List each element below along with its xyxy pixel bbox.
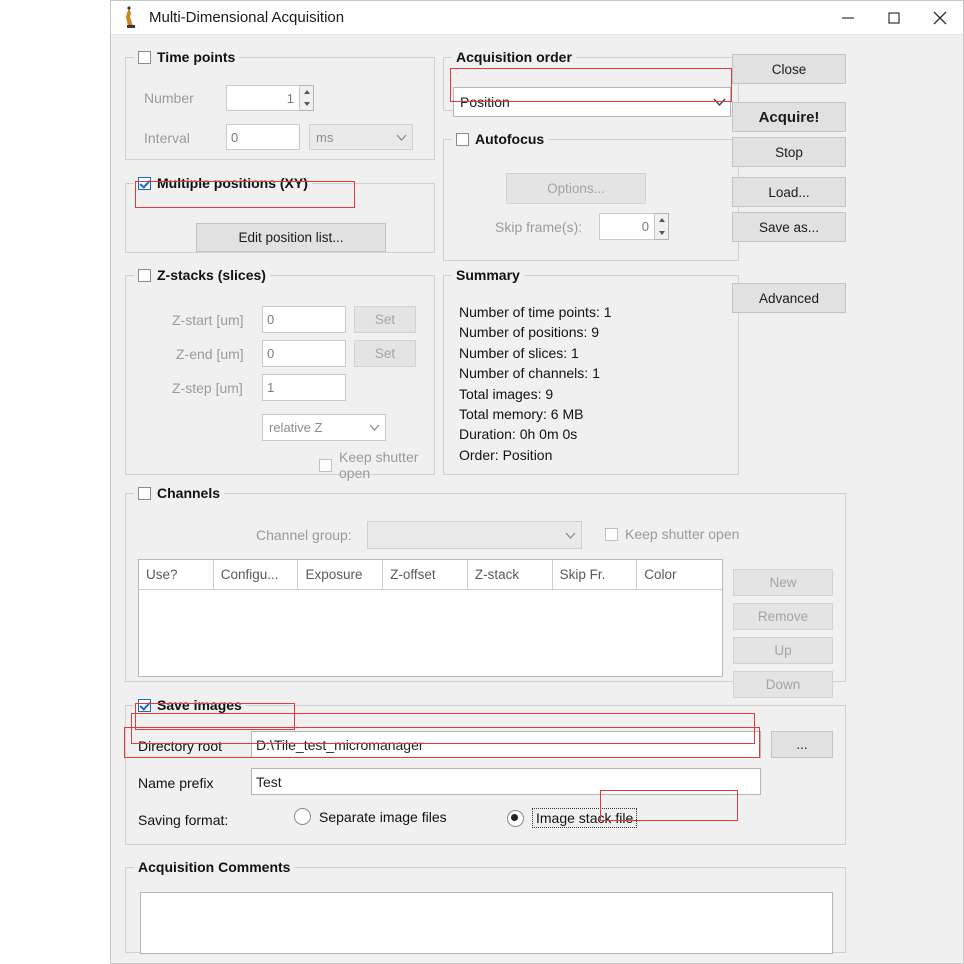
summary-line: Order: Position <box>459 446 553 463</box>
acquisition-order-value: Position <box>460 94 510 110</box>
acquisition-order-legend <box>452 49 576 66</box>
interval-label: Interval <box>144 130 190 146</box>
channels-label: Channels <box>157 485 221 501</box>
browse-directory-button[interactable]: ... <box>771 731 833 758</box>
name-prefix-label: Name prefix <box>138 775 214 791</box>
autofocus-group <box>443 131 739 261</box>
z-step-input[interactable]: 1 <box>262 374 346 401</box>
z-end-set-button[interactable]: Set <box>354 340 416 367</box>
column-z-offset: Z-offset <box>383 560 468 590</box>
multi-dimensional-acquisition-window <box>110 0 964 964</box>
chevron-down-icon <box>363 424 385 431</box>
advanced-button[interactable]: Advanced <box>732 283 846 313</box>
z-end-label: Z-end [um] <box>176 346 244 362</box>
channels-checkbox[interactable] <box>138 487 151 500</box>
column-use: Use? <box>139 560 214 590</box>
summary-line: Number of slices: 1 <box>459 344 579 361</box>
save-images-legend <box>134 697 246 713</box>
save-images-group <box>125 697 846 845</box>
channel-group-label: Channel group: <box>256 527 352 543</box>
channel-down-button[interactable]: Down <box>733 671 833 698</box>
separate-image-files-label: Separate image files <box>319 808 447 825</box>
interval-input[interactable]: 0 <box>226 124 300 150</box>
skip-frames-label: Skip frame(s): <box>495 219 583 235</box>
summary-line: Total memory: 6 MB <box>459 406 584 423</box>
z-stacks-label: Z-stacks (slices) <box>157 267 266 283</box>
channels-legend <box>134 485 224 501</box>
multiple-positions-group <box>125 175 435 253</box>
z-stacks-group <box>125 267 435 481</box>
acquisition-comments-label: Acquisition Comments <box>138 859 291 875</box>
z-stacks-checkbox[interactable] <box>138 269 151 282</box>
column-color: Color <box>637 560 722 590</box>
acquisition-comments-legend <box>134 859 294 876</box>
z-step-label: Z-step [um] <box>172 380 243 396</box>
channel-group-combo[interactable] <box>367 521 582 549</box>
z-start-set-button[interactable]: Set <box>354 306 416 333</box>
acquisition-comments-textarea[interactable] <box>140 892 833 954</box>
time-points-checkbox[interactable] <box>138 51 151 64</box>
image-stack-file-label: Image stack file <box>532 808 637 828</box>
separate-image-files-radio-row[interactable] <box>294 808 447 825</box>
skip-frames-spinner[interactable] <box>655 213 669 240</box>
time-points-label: Time points <box>157 49 236 65</box>
image-stack-file-radio[interactable] <box>507 810 524 827</box>
summary-lines <box>459 302 612 465</box>
app-icon <box>117 5 143 31</box>
summary-line: Number of time points: 1 <box>459 304 612 320</box>
summary-legend <box>452 267 524 284</box>
summary-line: Total images: 9 <box>459 385 554 402</box>
autofocus-checkbox[interactable] <box>456 133 469 146</box>
save-images-label: Save images <box>157 697 242 713</box>
autofocus-legend <box>452 131 548 147</box>
window-title: Multi-Dimensional Acquisition <box>149 9 345 26</box>
summary-line: Duration: 0h 0m 0s <box>459 426 578 443</box>
autofocus-label: Autofocus <box>475 131 545 147</box>
z-keep-shutter-open-label: Keep shutter open <box>339 449 419 481</box>
z-start-label: Z-start [um] <box>172 312 244 328</box>
autofocus-options-button[interactable]: Options... <box>506 173 646 204</box>
close-icon[interactable] <box>917 1 963 34</box>
acquire-button[interactable]: Acquire! <box>732 102 846 132</box>
multiple-positions-legend <box>134 175 312 191</box>
acquisition-order-combo[interactable] <box>453 87 731 117</box>
channel-remove-button[interactable]: Remove <box>733 603 833 630</box>
column-skip-fr: Skip Fr. <box>553 560 638 590</box>
saving-format-label: Saving format: <box>138 812 229 828</box>
acquisition-order-label: Acquisition order <box>456 49 572 65</box>
minimize-icon[interactable] <box>825 1 871 34</box>
channels-table[interactable] <box>138 559 723 677</box>
time-points-group <box>125 49 435 160</box>
summary-group <box>443 267 739 475</box>
summary-label: Summary <box>456 267 520 283</box>
number-spinner[interactable] <box>300 85 314 111</box>
interval-units-value: ms <box>316 129 334 145</box>
multiple-positions-checkbox[interactable] <box>138 177 151 190</box>
chevron-down-icon <box>559 532 581 539</box>
time-points-legend <box>134 49 239 65</box>
maximize-icon[interactable] <box>871 1 917 34</box>
acquisition-order-group <box>443 49 739 111</box>
close-button[interactable]: Close <box>732 54 846 84</box>
image-stack-file-radio-row[interactable] <box>507 808 637 828</box>
z-stacks-legend <box>134 267 270 283</box>
title-bar <box>111 1 963 35</box>
interval-units-combo[interactable] <box>309 124 413 150</box>
chevron-down-icon <box>708 98 730 106</box>
acquisition-comments-group <box>125 859 846 953</box>
number-input[interactable]: 1 <box>226 85 300 111</box>
channel-new-button[interactable]: New <box>733 569 833 596</box>
channels-group <box>125 485 846 692</box>
stop-button[interactable]: Stop <box>732 137 846 167</box>
number-label: Number <box>144 90 194 106</box>
summary-line: Number of positions: 9 <box>459 324 600 341</box>
summary-line: Number of channels: 1 <box>459 365 600 382</box>
directory-root-input[interactable]: D:\Tile_test_micromanager <box>251 731 761 758</box>
save-as-button[interactable]: Save as... <box>732 212 846 242</box>
dialog-body <box>111 35 963 963</box>
name-prefix-input[interactable]: Test <box>251 768 761 795</box>
z-mode-combo[interactable] <box>262 414 386 441</box>
directory-root-label: Directory root <box>138 738 223 754</box>
skip-frames-input[interactable]: 0 <box>599 213 655 240</box>
z-keep-shutter-open-checkbox[interactable] <box>319 459 332 472</box>
separate-image-files-radio[interactable] <box>294 808 311 825</box>
z-start-input[interactable]: 0 <box>262 306 346 333</box>
save-images-checkbox[interactable] <box>138 699 151 712</box>
multiple-positions-label: Multiple positions (XY) <box>157 175 308 191</box>
column-configuration: Configu... <box>214 560 299 590</box>
z-mode-value: relative Z <box>269 420 323 435</box>
channels-keep-shutter-open-label: Keep shutter open <box>625 526 740 542</box>
column-z-stack: Z-stack <box>468 560 553 590</box>
column-exposure: Exposure <box>298 560 383 590</box>
edit-position-list-button[interactable]: Edit position list... <box>196 223 386 252</box>
channels-keep-shutter-open-checkbox[interactable] <box>605 528 618 541</box>
z-end-input[interactable]: 0 <box>262 340 346 367</box>
chevron-down-icon <box>390 134 412 141</box>
load-button[interactable]: Load... <box>732 177 846 207</box>
channel-up-button[interactable]: Up <box>733 637 833 664</box>
channels-table-header <box>139 560 722 590</box>
